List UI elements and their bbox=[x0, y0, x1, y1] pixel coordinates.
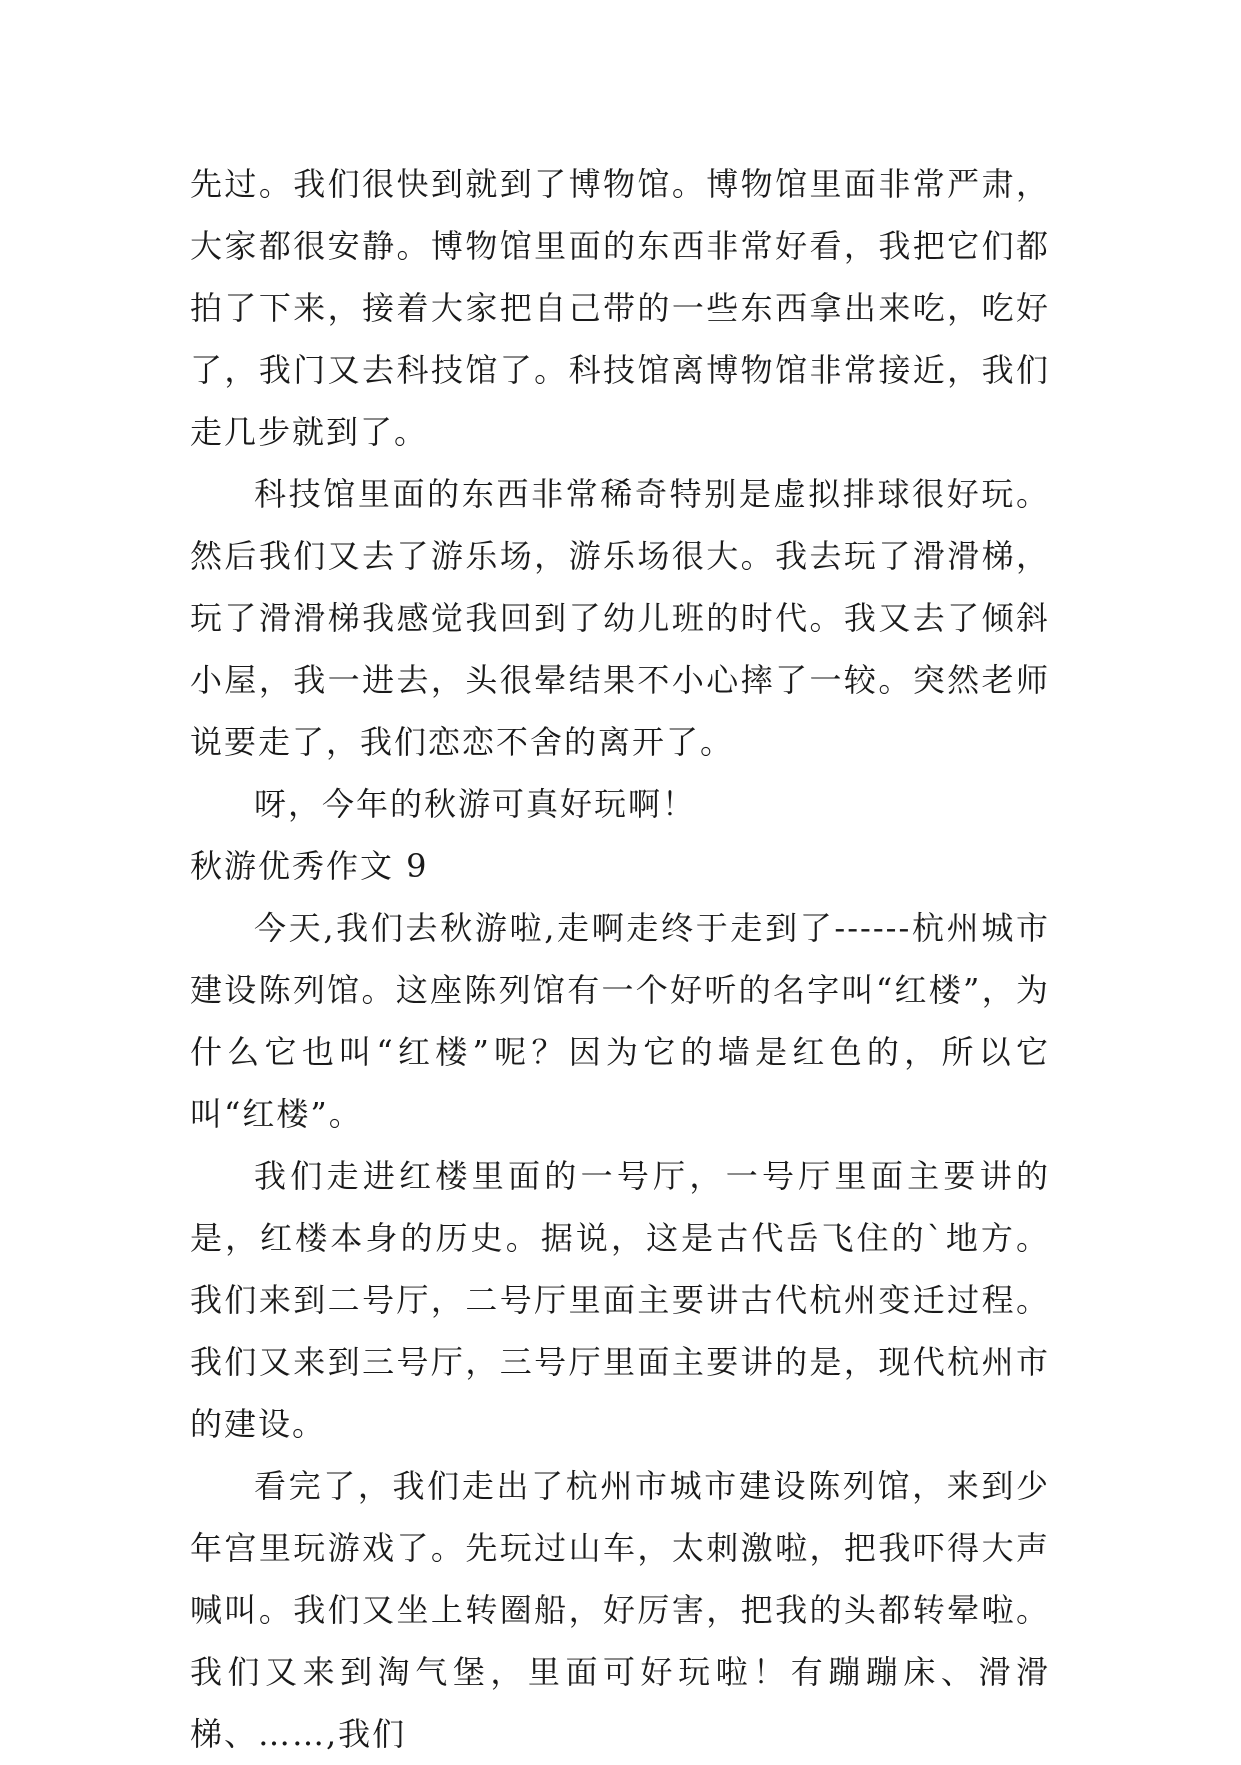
section-title: 秋游优秀作文 9 bbox=[190, 847, 429, 885]
paragraph-continued: 先过。我们很快到就到了博物馆。博物馆里面非常严肃，大家都很安静。博物馆里面的东西非常好看，我把它们都拍了下来，接着大家把自己带的一些东西拿出来吃，吃好了，我门又去科技馆了。科技馆离博物馆非常接近，我们走几步就到了。 bbox=[190, 165, 1050, 451]
paragraph: 今天,我们去秋游啦,走啊走终于走到了------杭州城市建设陈列馆。这座陈列馆有一个好听的名字叫“红楼”，为什么它也叫“红楼”呢？因为它的墙是红色的，所以它叫“红楼”。 bbox=[190, 909, 1050, 1133]
document-body bbox=[190, 153, 1050, 1765]
paragraph: 我们走进红楼里面的一号厅，一号厅里面主要讲的是，红楼本身的历史。据说，这是古代岳飞住的`地方。我们来到二号厅，二号厅里面主要讲古代杭州变迁过程。我们又来到三号厅，三号厅里面主要讲的是，现代杭州市的建设。 bbox=[190, 1157, 1050, 1443]
paragraph: 看完了，我们走出了杭州市城市建设陈列馆，来到少年宫里玩游戏了。先玩过山车，太刺激啦，把我吓得大声喊叫。我们又坐上转圈船，好厉害，把我的头都转晕啦。我们又来到淘气堡，里面可好玩啦！有蹦蹦床、滑滑梯、……,我们 bbox=[190, 1467, 1050, 1753]
paragraph: 科技馆里面的东西非常稀奇特别是虚拟排球很好玩。然后我们又去了游乐场，游乐场很大。我去玩了滑滑梯，玩了滑滑梯我感觉我回到了幼儿班的时代。我又去了倾斜小屋，我一进去，头很晕结果不小心摔了一较。突然老师说要走了，我们恋恋不舍的离开了。 bbox=[190, 475, 1050, 761]
paragraph: 呀，今年的秋游可真好玩啊！ bbox=[254, 785, 697, 823]
